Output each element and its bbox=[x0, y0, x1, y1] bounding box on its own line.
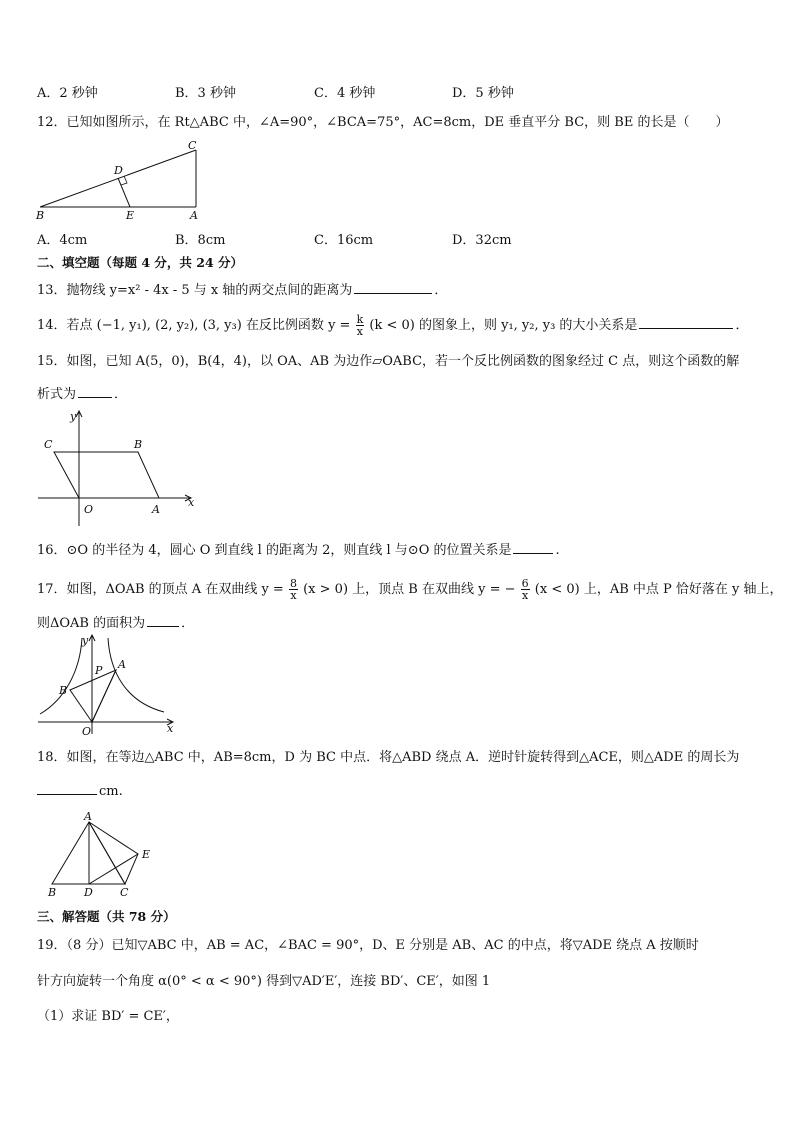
q17-text-2: (x > 0) 上，顶点 B 在双曲线 y = − bbox=[303, 582, 516, 597]
q18-label-b: B bbox=[48, 886, 57, 899]
q11-option-d: D．5 秒钟 bbox=[452, 86, 514, 101]
q17-frac1-den: x bbox=[290, 589, 297, 602]
q15-label-o: O bbox=[84, 503, 94, 516]
q12-label-b: B bbox=[36, 209, 45, 222]
q14-text-2: (k < 0) 的图象上，则 y₁, y₂, y₃ 的大小关系是 bbox=[369, 318, 638, 333]
q16-text: 16．⊙O 的半径为 4，圆心 O 到直线 l 的距离为 2，则直线 l 与⊙O 的位置关系是 bbox=[37, 543, 512, 558]
q17-figure bbox=[34, 632, 184, 738]
q16 bbox=[37, 541, 560, 560]
q17-frac2-den: x bbox=[522, 589, 529, 602]
q12-option-b: B．8cm bbox=[175, 233, 226, 248]
q12-figure bbox=[34, 138, 214, 224]
q12-option-a: A．4cm bbox=[37, 233, 88, 248]
q14-frac-num: k bbox=[356, 313, 364, 326]
q19-part-1: （1）求证 BD′ = CE′， bbox=[37, 1009, 179, 1024]
q14-text: 14．若点 (−1, y₁), (2, y₂), (3, y₃) 在反比例函数 y = bbox=[37, 318, 351, 333]
q18-label-d: D bbox=[84, 886, 93, 899]
q14-answer-blank[interactable] bbox=[639, 316, 733, 329]
q17-line-2 bbox=[37, 614, 194, 633]
q11-option-c: C．4 秒钟 bbox=[314, 86, 376, 101]
q15-line-2 bbox=[37, 385, 127, 404]
q15-label-a: A bbox=[152, 503, 160, 516]
q13-text: 13．抛物线 y=x² - 4x - 5 与 x 轴的两交点间的距离为 bbox=[37, 283, 353, 298]
q18-line-1: 18．如图，在等边△ABC 中，AB=8cm，D 为 BC 中点．将△ABD 绕点 A．逆时针旋转得到△ACE，则△ADE 的周长为 bbox=[37, 750, 740, 765]
q15-figure bbox=[34, 408, 204, 530]
q17-label-o: O bbox=[82, 725, 92, 738]
q19-line-2: 针方向旋转一个角度 α(0° < α < 90°) 得到▽AD′E′，连接 BD′、CE′，如图 1 bbox=[37, 974, 491, 989]
q15-answer-blank[interactable] bbox=[78, 385, 112, 398]
q13-end: ． bbox=[434, 283, 448, 298]
q17-fraction-1 bbox=[289, 578, 298, 601]
q19-line-1: 19．（8 分）已知▽ABC 中，AB = AC，∠BAC = 90°，D、E 分别是 AB、AC 的中点，将▽ADE 绕点 A 按顺时 bbox=[37, 938, 699, 953]
q14-end: ． bbox=[735, 318, 749, 333]
q16-answer-blank[interactable] bbox=[513, 541, 553, 554]
q17-label-a: A bbox=[118, 658, 126, 671]
q12-stem: 12．已知如图所示，在 Rt△ABC 中，∠A=90°，∠BCA=75°，AC=8cm，DE 垂直平分 BC，则 BE 的长是（ ） bbox=[37, 115, 729, 130]
q12-label-d: D bbox=[114, 164, 123, 177]
q17-frac2-num: 6 bbox=[521, 577, 529, 590]
q11-option-b: B．3 秒钟 bbox=[175, 86, 236, 101]
q17-label-p: P bbox=[95, 664, 103, 677]
q17-label-x: x bbox=[167, 722, 174, 735]
q18-answer-blank[interactable] bbox=[37, 782, 97, 795]
q17-end: ． bbox=[181, 616, 195, 631]
q15-label-c: C bbox=[44, 438, 53, 451]
q12-option-d: D．32cm bbox=[452, 233, 512, 248]
q12-options bbox=[37, 229, 597, 247]
q18-label-e: E bbox=[142, 848, 151, 861]
q15-label-b: B bbox=[134, 438, 143, 451]
q15-label-y: y bbox=[70, 410, 77, 423]
section-3-heading: 三、解答题（共 78 分） bbox=[37, 909, 176, 924]
q14-fraction bbox=[356, 314, 365, 337]
q18-line-2 bbox=[37, 782, 123, 801]
q12-label-c: C bbox=[188, 139, 197, 152]
q17-line-1 bbox=[37, 578, 783, 601]
q18-figure bbox=[40, 810, 165, 900]
q12-label-a: A bbox=[190, 209, 198, 222]
q15-end: ． bbox=[114, 387, 128, 402]
q17-fraction-2 bbox=[521, 578, 530, 601]
q14-frac-den: x bbox=[356, 325, 364, 338]
q17-text-3: (x < 0) 上，AB 中点 P 恰好落在 y 轴上， bbox=[534, 582, 783, 597]
q17-answer-blank[interactable] bbox=[147, 614, 179, 627]
q17-text-4: 则ΔOAB 的面积为 bbox=[37, 616, 146, 631]
q14 bbox=[37, 314, 748, 337]
q16-end: . bbox=[555, 543, 560, 558]
q18-label-c: C bbox=[120, 886, 129, 899]
q12-option-c: C．16cm bbox=[314, 233, 374, 248]
q15-text: 析式为 bbox=[37, 387, 77, 402]
q12-label-e: E bbox=[126, 209, 135, 222]
q11-option-a: A．2 秒钟 bbox=[37, 86, 98, 101]
q13 bbox=[37, 281, 447, 300]
q13-answer-blank[interactable] bbox=[354, 281, 432, 294]
q15-line-1: 15．如图，已知 A(5，0)，B(4，4)，以 OA、AB 为边作▱OABC，若一个反比例函数的图象经过 C 点，则这个函数的解 bbox=[37, 354, 740, 369]
q15-label-x: x bbox=[188, 496, 195, 509]
q17-label-y: y bbox=[82, 634, 89, 647]
section-2-heading: 二、填空题（每题 4 分，共 24 分） bbox=[37, 255, 244, 270]
q18-label-a: A bbox=[84, 810, 92, 823]
q11-options bbox=[37, 82, 597, 100]
q17-text-1: 17．如图，ΔOAB 的顶点 A 在双曲线 y = bbox=[37, 582, 284, 597]
q17-label-b: B bbox=[59, 684, 68, 697]
q17-frac1-num: 8 bbox=[289, 577, 297, 590]
q18-unit: cm. bbox=[99, 784, 123, 799]
